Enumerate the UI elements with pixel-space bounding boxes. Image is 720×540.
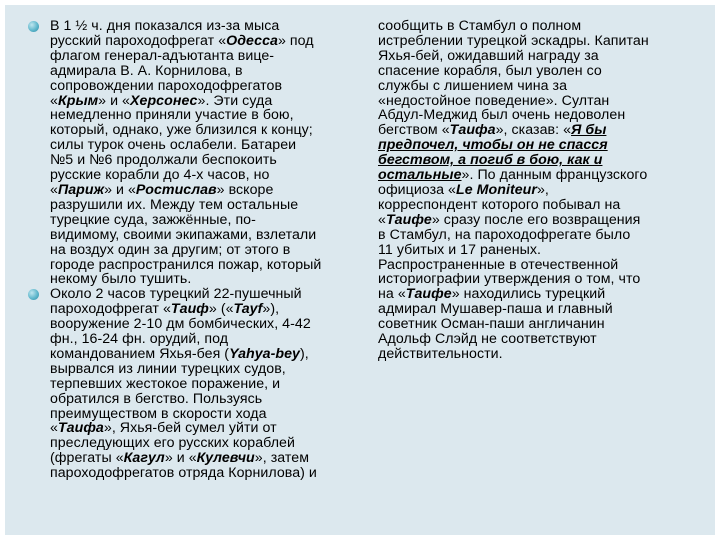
text-segment: » («: [208, 301, 234, 318]
text-line: [50, 347, 360, 362]
text-line: [50, 198, 360, 213]
text-line: [378, 213, 698, 228]
text-segment: »),: [262, 301, 280, 318]
text-segment: турецкие суда, зажжённые, по-: [50, 211, 256, 228]
text-line: [50, 64, 360, 79]
text-line: [378, 258, 698, 273]
emphasized-text: Ростислав: [135, 181, 217, 198]
text-line: [378, 272, 698, 287]
text-segment: «: [50, 420, 58, 437]
text-segment: городе распространился пожар, который: [50, 256, 322, 273]
text-line: [378, 34, 698, 49]
text-line: [378, 79, 698, 94]
text-segment: ),: [299, 345, 309, 362]
text-segment: фн., 16-24 фн. орудий, под: [50, 331, 229, 348]
emphasized-text: Таифе: [385, 211, 432, 228]
text-line: [50, 123, 360, 138]
text-line: [50, 243, 360, 258]
paragraph-lines: [50, 19, 360, 287]
text-segment: командованием Яхья-бея (: [50, 345, 230, 362]
text-line: [378, 123, 698, 138]
text-line: [378, 94, 698, 109]
text-segment: на воздух один за другим; от этого в: [50, 241, 291, 258]
text-line: [50, 49, 360, 64]
emphasized-text: Таиф: [170, 301, 209, 318]
text-line: [50, 108, 360, 123]
emphasized-text: Я бы: [571, 122, 607, 139]
text-line: [50, 362, 360, 377]
text-segment: ». Эти суда: [197, 92, 273, 109]
text-segment: терпевших жестокое поражение, и: [50, 375, 281, 392]
text-segment: «недостойное поведение». Султан: [378, 92, 610, 109]
text-segment: силы турок очень ослабели. Батареи: [50, 137, 297, 154]
text-line: [378, 243, 698, 258]
text-segment: » находились турецкий: [451, 286, 606, 303]
emphasized-text: Le Moniteur: [456, 181, 537, 198]
paragraph-lines: [50, 287, 360, 481]
left-column: [50, 19, 360, 481]
text-segment: »,: [536, 181, 549, 198]
text-line: [378, 153, 698, 168]
text-line: [50, 287, 360, 302]
text-segment: Около 2 часов турецкий 22-пушечный: [50, 286, 302, 303]
text-segment: » сразу после его возвращения: [431, 211, 641, 228]
text-segment: Адольф Слэйд не соответствуют: [378, 331, 597, 348]
paragraph-1: [50, 19, 360, 287]
emphasized-text: бегством, а погиб в бою, как и: [378, 152, 603, 169]
text-line: [50, 332, 360, 347]
emphasized-text: Yahya-bey: [229, 345, 300, 362]
text-segment: разрушили их. Между тем остальные: [50, 196, 299, 213]
text-segment: » и «: [164, 450, 197, 467]
paragraph-2: [50, 287, 360, 481]
text-line: [50, 94, 360, 109]
text-line: [50, 19, 360, 34]
text-segment: 11 убитых и 17 раненых.: [378, 241, 542, 258]
text-line: [378, 183, 698, 198]
text-segment: русский пароходофрегат «: [50, 32, 227, 49]
text-segment: преимуществом в скорости хода: [50, 405, 267, 422]
text-segment: флагом генерал-адъютанта вице-: [50, 47, 275, 64]
emphasized-text: Кагул: [123, 450, 165, 467]
text-segment: в Стамбул, на пароходофрегате было: [378, 226, 631, 243]
paragraph-lines: [378, 19, 698, 362]
text-line: [50, 153, 360, 168]
text-segment: Абдул-Меджид был очень недоволен: [378, 107, 626, 124]
text-segment: спасение корабля, был уволен со: [378, 62, 602, 79]
text-segment: вооружение 2-10 дм бомбических, 4-42: [50, 316, 311, 333]
text-line: [378, 168, 698, 183]
text-segment: официоза «: [378, 181, 456, 198]
text-segment: Яхья-бей, ожидавший награду за: [378, 47, 599, 64]
text-line: [50, 168, 360, 183]
text-segment: «: [50, 92, 58, 109]
text-segment: №5 и №6 продолжали беспокоить: [50, 152, 277, 169]
text-segment: видимому, своими экипажами, взлетали: [50, 226, 317, 243]
emphasized-text: Крым: [57, 92, 99, 109]
text-segment: на «: [378, 286, 406, 303]
text-segment: » и «: [98, 92, 130, 109]
text-line: [378, 198, 698, 213]
text-segment: корреспондент которого побывал на: [378, 196, 621, 213]
text-segment: », Яхья-бей сумел уйти от: [103, 420, 277, 437]
text-segment: пароходофрегат «: [50, 301, 171, 318]
bullet-icon: [28, 21, 39, 32]
text-line: [50, 34, 360, 49]
text-line: [378, 317, 698, 332]
text-segment: «: [378, 211, 386, 228]
text-line: [378, 332, 698, 347]
text-line: [50, 392, 360, 407]
emphasized-text: Таифа: [57, 420, 104, 437]
text-line: [50, 436, 360, 451]
text-line: [50, 272, 360, 287]
right-column: [378, 19, 698, 362]
text-segment: службы с лишением чина за: [378, 77, 568, 94]
text-line: [50, 451, 360, 466]
text-segment: советник Осман-паши англичанин: [378, 316, 605, 333]
text-line: [378, 49, 698, 64]
text-line: [378, 287, 698, 302]
text-segment: В 1 ½ ч. дня показался из-за мыса: [50, 18, 280, 34]
text-segment: » и «: [104, 181, 136, 198]
text-segment: (фрегаты «: [50, 450, 124, 467]
text-segment: », сказав: «: [495, 122, 572, 139]
text-segment: ». По данным французского: [461, 167, 648, 184]
text-segment: русские корабли до 4-х часов, но: [50, 167, 270, 184]
text-segment: историографии утверждения о том, что: [378, 271, 641, 288]
text-segment: Распространенные в отечественной: [378, 256, 619, 273]
emphasized-text: предпочел, чтобы он не спасся: [378, 137, 608, 154]
text-line: [378, 347, 698, 362]
text-segment: который, однако, уже близился к концу;: [50, 122, 313, 139]
text-segment: адмирал Мушавер-паша и главный: [378, 301, 613, 318]
text-line: [378, 138, 698, 153]
emphasized-text: Париж: [57, 181, 105, 198]
text-segment: вырвался из линии турецких судов,: [50, 360, 286, 377]
text-segment: некому было тушить.: [50, 271, 192, 288]
bullet-icon: [28, 289, 39, 300]
text-line: [50, 317, 360, 332]
emphasized-text: остальные: [378, 167, 462, 184]
emphasized-text: Tayf: [233, 301, 263, 318]
text-line: [378, 228, 698, 243]
text-segment: сопровождении пароходофрегатов: [50, 77, 283, 94]
text-line: [50, 421, 360, 436]
text-line: [50, 377, 360, 392]
slide-panel: [5, 5, 715, 535]
text-line: [378, 19, 698, 34]
text-segment: » вскоре: [216, 181, 274, 198]
text-line: [378, 64, 698, 79]
emphasized-text: Кулевчи: [196, 450, 255, 467]
emphasized-text: Херсонес: [130, 92, 198, 109]
text-segment: «: [50, 181, 58, 198]
text-line: [378, 108, 698, 123]
emphasized-text: Таифе: [405, 286, 452, 303]
text-segment: », затем: [254, 450, 310, 467]
text-line: [50, 138, 360, 153]
text-line: [50, 407, 360, 422]
emphasized-text: Одесса: [226, 32, 278, 49]
text-line: [50, 302, 360, 317]
text-segment: действительности.: [378, 345, 503, 362]
text-line: [50, 79, 360, 94]
text-segment: » под: [278, 32, 314, 49]
text-line: [378, 302, 698, 317]
text-segment: немедленно приняли участие в бою,: [50, 107, 294, 124]
emphasized-text: Таифа: [449, 122, 496, 139]
text-segment: сообщить в Стамбул о полном: [378, 18, 582, 34]
text-segment: истреблении турецкой эскадры. Капитан: [378, 32, 649, 49]
text-segment: преследующих его русских кораблей: [50, 435, 295, 452]
text-line: [50, 466, 360, 481]
text-segment: обратился в бегство. Пользуясь: [50, 390, 263, 407]
text-line: [50, 213, 360, 228]
text-line: [50, 258, 360, 273]
text-line: [50, 228, 360, 243]
text-segment: адмирала В. А. Корнилова, в: [50, 62, 243, 79]
text-line: [50, 183, 360, 198]
text-segment: бегством «: [378, 122, 450, 139]
text-segment: пароходофрегатов отряда Корнилова) и: [50, 465, 317, 482]
paragraph-continuation: [378, 19, 698, 362]
